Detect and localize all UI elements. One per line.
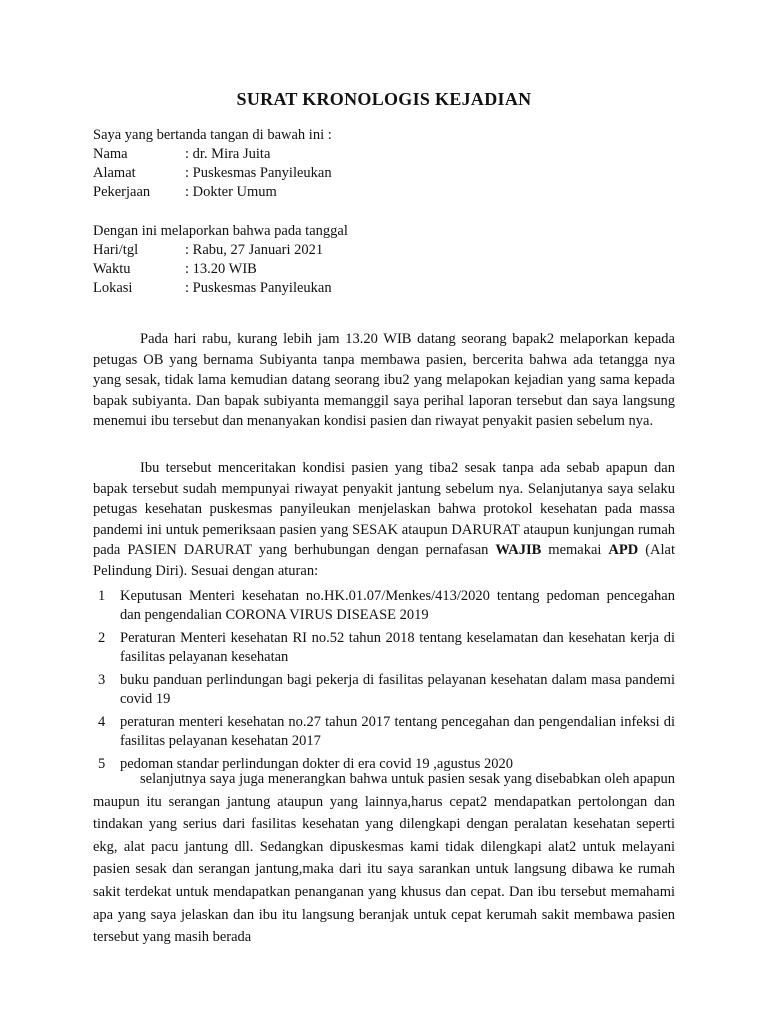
paragraph-2-bold-wajib: WAJIB [495, 542, 542, 558]
paragraph-2 [93, 458, 675, 581]
report-intro: Dengan ini melaporkan bahwa pada tanggal [93, 223, 348, 239]
event-value: : Rabu, 27 Januari 2021 [185, 242, 324, 258]
list-item-number: 1 [98, 588, 106, 604]
list-item-number: 3 [98, 672, 106, 688]
list-item [93, 629, 675, 667]
identity-value: : Puskesmas Panyileukan [185, 165, 332, 181]
event-row-time [93, 261, 257, 278]
event-row-date [93, 242, 323, 259]
list-item [93, 587, 675, 625]
event-label: Waktu [93, 261, 131, 277]
identity-label: Pekerjaan [93, 184, 151, 200]
list-item-number: 5 [98, 756, 106, 772]
list-item [93, 671, 675, 709]
identity-label: Alamat [93, 165, 136, 181]
event-label: Lokasi [93, 280, 133, 296]
paragraph-1: Pada hari rabu, kurang lebih jam 13.20 WIB datang seorang bapak2 melaporkan kepada petugas OB yang bernama Subiyanta tanpa membawa pasien, bercerita bahwa ada tetangga nya yang sesak, tidak lama kemudian datang seorang ibu2 yang melapokan kejadian yang sama kepada bapak subiyanta. Dan bapak subiyanta memanggil saya perihal laporan tersebut dan saya langsung menemui ibu tersebut dan menanyakan kondisi pasien dan riwayat penyakit pasien sebelum nya. [93, 331, 675, 429]
list-item-text: Peraturan Menteri kesehatan RI no.52 tahun 2018 tentang keselamatan dan kesehatan kerja di fasilitas pelayanan kesehatan [120, 630, 675, 665]
identity-value: : Dokter Umum [185, 184, 277, 200]
paragraph-2-bold-apd: APD [608, 542, 639, 558]
list-item-text: peraturan menteri kesehatan no.27 tahun 2017 tentang pencegahan dan pengendalian infeksi di fasilitas pelayanan kesehatan 2017 [120, 714, 675, 749]
paragraph-2-text: memakai [541, 542, 609, 558]
document-title: SURAT KRONOLOGIS KEJADIAN [236, 89, 532, 109]
list-item-text: buku panduan perlindungan bagi pekerja di fasilitas pelayanan kesehatan dalam masa pandemi covid 19 [120, 672, 675, 707]
paragraph-2-text: Ibu tersebut menceritakan kondisi pasien yang tiba2 sesak tanpa ada sebab apapun dan bapak tersebut sudah mempunyai riwayat penyakit jantung sebelum nya. Selanjutanya saya selaku petugas kesehatan puskesmas panyileukan menjelaskan bahwa protokol kesehatan pada massa pandemi ini untuk pemeriksaan pasien yang SESAK ataupun DARURAT ataupun kunjungan rumah pada PASIEN DARURAT yang berhubungan dengan pernafasan [93, 460, 675, 558]
list-item-text: Keputusan Menteri kesehatan no.HK.01.07/Menkes/413/2020 tentang pedoman pencegahan dan pengendalian CORONA VIRUS DISEASE 2019 [120, 588, 675, 623]
identity-label: Nama [93, 146, 128, 162]
regulations-list [93, 587, 675, 778]
paragraph-3: selanjutnya saya juga menerangkan bahwa untuk pasien sesak yang disebabkan oleh apapun maupun itu serangan jantung ataupun yang lainnya,harus cepat2 mendapatkan pertolongan dan tindakan yang serius dari fasilitas kesehatan yang dilengkapi dengan peralatan kesehatan seperti ekg, alat pacu jantung dll. Sedangkan dipuskesmas kami tidak dilengkapi alat2 untuk melayani pasien sesak dan serangan jantung,maka dari itu saya sarankan untuk langsung dibawa ke rumah sakit terdekat untuk mendapatkan penanganan yang khusus dan cepat. Dan ibu tersebut memahami apa yang saya jelaskan dan ibu itu langsung beranjak untuk cepat kerumah sakit membawa pasien tersebut yang masih berada [93, 771, 675, 946]
paragraph-2-text: (Alat Pelindung Diri). Sesuai dengan aturan: [93, 542, 675, 579]
identity-value: : dr. Mira Juita [185, 146, 271, 162]
list-item-number: 4 [98, 714, 106, 730]
event-value: : 13.20 WIB [185, 261, 257, 277]
list-item-number: 2 [98, 630, 106, 646]
list-item-text: pedoman standar perlindungan dokter di era covid 19 ,agustus 2020 [120, 756, 514, 772]
identity-row-name [93, 146, 270, 163]
list-item [93, 713, 675, 751]
event-row-location [93, 280, 332, 297]
event-label: Hari/tgl [93, 242, 139, 258]
identity-row-address [93, 165, 332, 182]
identity-row-occupation [93, 184, 277, 201]
intro-text: Saya yang bertanda tangan di bawah ini : [93, 127, 332, 143]
event-value: : Puskesmas Panyileukan [185, 280, 332, 296]
